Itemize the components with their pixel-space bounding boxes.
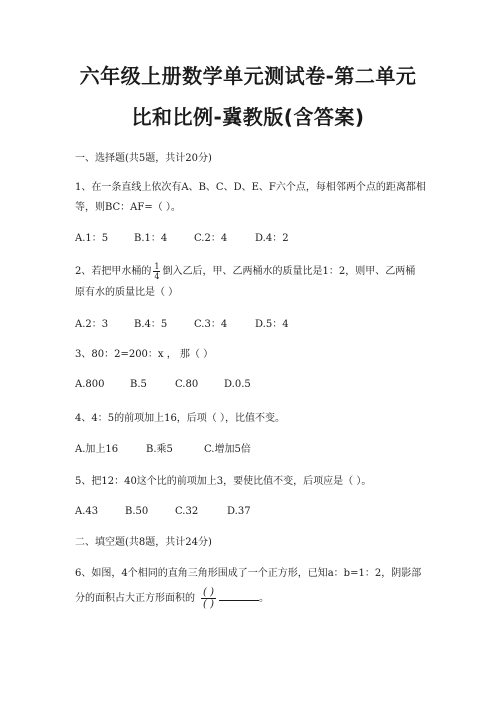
question-3-line1: 3、80：2=200：x ， 那（ ）: [75, 349, 214, 360]
fraction-denominator: 4: [154, 272, 160, 281]
question-5-option-c: C.32: [175, 506, 199, 517]
question-6-line1: 6、如图，4个相同的直角三角形围成了一个正方形，已知a：b=1：2，阴影部: [75, 568, 422, 579]
question-5-option-a: A.43: [75, 506, 99, 517]
answer-blank-line: [219, 591, 259, 601]
question-2-prefix: 2、若把甲水桶的: [75, 266, 152, 277]
question-4-option-a: A.加上16: [75, 444, 119, 455]
fraction-blank-numerator: ( ): [203, 587, 214, 598]
question-3-option-c: C.80: [175, 379, 199, 390]
question-4-line1: 4、4：5的前项加上16，后项（ ），比值不变。: [75, 413, 285, 424]
question-2-line2: 原有水的质量比是（ ）: [75, 287, 179, 298]
question-1-option-a: A.1：5: [75, 233, 109, 244]
question-3-option-b: B.5: [130, 379, 147, 390]
question-6-suffix: 。: [258, 593, 269, 604]
fraction-one-quarter: [153, 262, 160, 281]
question-2-option-b: B.4：5: [134, 319, 168, 330]
question-2-suffix: 倒入乙后，甲、乙两桶水的质量比是1：2，则甲、乙两桶: [162, 266, 416, 277]
question-6-line2: [75, 587, 269, 610]
question-6-prefix: 分的面积占大正方形面积的: [75, 593, 195, 604]
question-5-line1: 5、把12：40这个比的前项加上3，要使比值不变，后项应是（ ）。: [75, 476, 372, 487]
question-1-option-d: D.4：2: [255, 233, 289, 244]
fraction-numerator: 1: [154, 262, 160, 271]
question-2-option-d: D.5：4: [255, 319, 289, 330]
fraction-blank: [201, 587, 216, 610]
question-4-option-b: B.乘5: [146, 444, 173, 455]
section-heading-fill-in: 二、填空题(共8题，共计24分): [75, 537, 212, 548]
section-heading-choice: 一、选择题(共5题，共计20分): [75, 153, 212, 164]
question-1-option-b: B.1：4: [134, 233, 168, 244]
question-5-option-d: D.37: [227, 506, 251, 517]
document-title-line1: 六年级上册数学单元测试卷-第二单元: [79, 64, 417, 88]
question-2-line1: [75, 262, 415, 281]
question-3-option-a: A.800: [75, 379, 105, 390]
question-5-option-b: B.50: [125, 506, 149, 517]
question-4-option-c: C.增加5倍: [204, 444, 251, 455]
question-1-line2: 等，则BC：AF=（ ）。: [75, 202, 181, 213]
question-1-line1: 1、在一条直线上依次有A、B、C、D、E、F六个点，每相邻两个点的距离都相: [75, 182, 426, 193]
fraction-blank-denominator: ( ): [203, 599, 214, 610]
question-3-option-d: D.0.5: [224, 379, 251, 390]
question-2-option-c: C.3：4: [194, 319, 228, 330]
document-title-line2: 比和比例-冀教版(含答案): [131, 105, 365, 129]
question-2-option-a: A.2：3: [75, 319, 109, 330]
question-1-option-c: C.2：4: [194, 233, 228, 244]
